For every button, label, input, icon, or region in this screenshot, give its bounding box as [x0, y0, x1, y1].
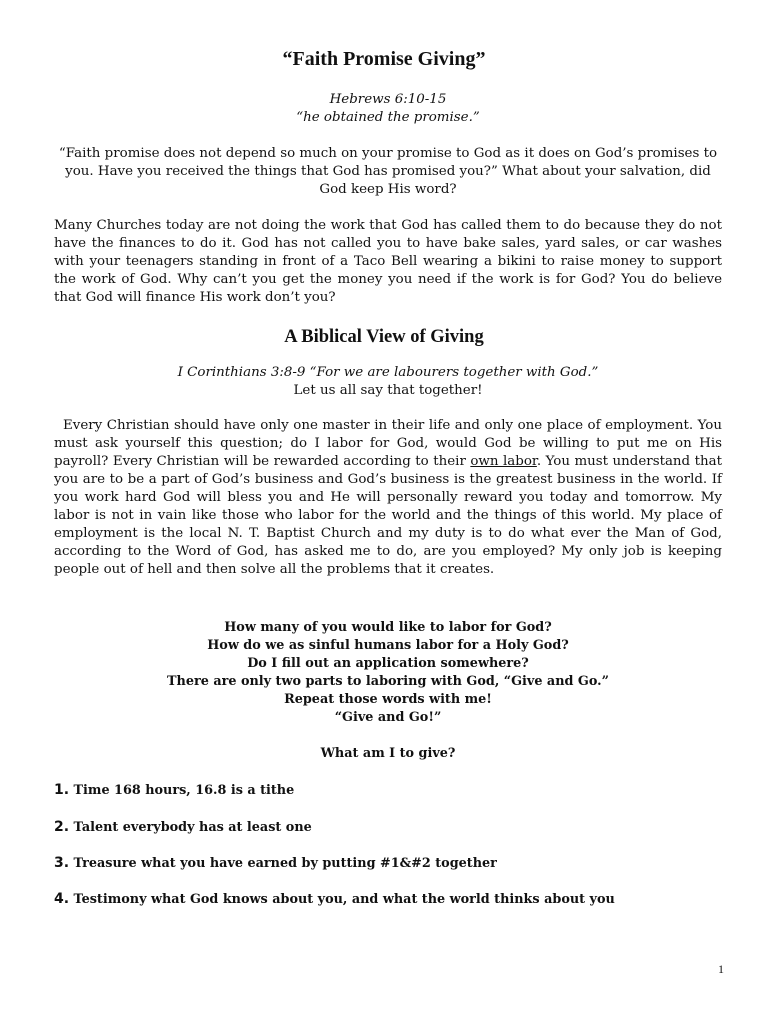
- list-item-number: 1.: [54, 782, 70, 798]
- question-line: “Give and Go!”: [334, 710, 442, 725]
- question-line: How do we as sinful humans labor for a Holy God?: [207, 638, 569, 653]
- own-labor-underlined: own labor: [470, 454, 537, 469]
- intro-quote: “Faith promise does not depend so much on your promise to God as it does on God’s promises to you. Have you received the things that God has promised you?” What about your salvation, did God keep His word?: [58, 146, 718, 197]
- scripture-quote: “he obtained the promise.”: [296, 110, 480, 125]
- list-item: [54, 890, 694, 909]
- paragraph-finances-text: Many Churches today are not doing the work that God has called them to do because they do not have the finances to do it. God has not called you to have bake sales, yard sales, or car washes with your teenagers standing in front of a Taco Bell wearing a bikini to raise money to support the work of God. Why can’t you get the money you need if the work is for God? You do believe that God will finance His work don’t you?: [54, 218, 722, 305]
- paragraph-labor: [54, 417, 722, 579]
- list-item-number: 2.: [54, 819, 70, 835]
- list-item: [54, 781, 694, 800]
- list-item-text: Treasure what you have earned by putting #1&#2 together: [73, 856, 497, 871]
- scripture-reference: Hebrews 6:10-15: [329, 92, 447, 107]
- give-question: What am I to give?: [320, 746, 456, 761]
- question-line: Do I fill out an application somewhere?: [247, 656, 529, 671]
- list-item-text: Talent everybody has at least one: [73, 820, 312, 835]
- question-line: How many of you would like to labor for God?: [224, 620, 552, 635]
- section-heading: A Biblical View of Giving: [284, 327, 484, 347]
- question-line: Repeat those words with me!: [284, 692, 492, 707]
- paragraph-labor-part-1: Every Christian should have only one master in their life and only one place of employment. You must ask yourself this question; do I labor for God, would God be willing to put me on His payroll? Every Christian will be rewarded according to their: [54, 418, 722, 469]
- paragraph-finances: [54, 217, 722, 307]
- list-item-number: 3.: [54, 855, 70, 871]
- paragraph-labor-text: [54, 417, 722, 579]
- question-line: There are only two parts to laboring with God, “Give and Go.”: [167, 674, 609, 689]
- paragraph-labor-part-2: . You must understand that you are to be a part of God’s business and God’s business is the greatest business in the world. If you work hard God will bless you and He will personally reward you today and tomorrow. My labor is not in vain like those who labor for the world and the things of this world. My place of employment is the local N. T. Baptist Church and my duty is to do what ever the Man of God, according to the Word of God, has asked me to do, are you employed? My only job is keeping people out of hell and then solve all the problems that it creates.: [54, 454, 723, 577]
- list-item-text: Time 168 hours, 16.8 is a tithe: [73, 783, 295, 798]
- list-item-text: Testimony what God knows about you, and what the world thinks about you: [73, 892, 615, 907]
- list-item: [54, 854, 694, 873]
- list-item: [54, 818, 694, 837]
- section-scripture: I Corinthians 3:8-9 “For we are labourers together with God.”: [177, 365, 599, 380]
- document-title: “Faith Promise Giving”: [282, 48, 486, 70]
- section-callout: Let us all say that together!: [293, 383, 483, 398]
- list-item-number: 4.: [54, 891, 70, 907]
- page-number: 1: [718, 962, 724, 976]
